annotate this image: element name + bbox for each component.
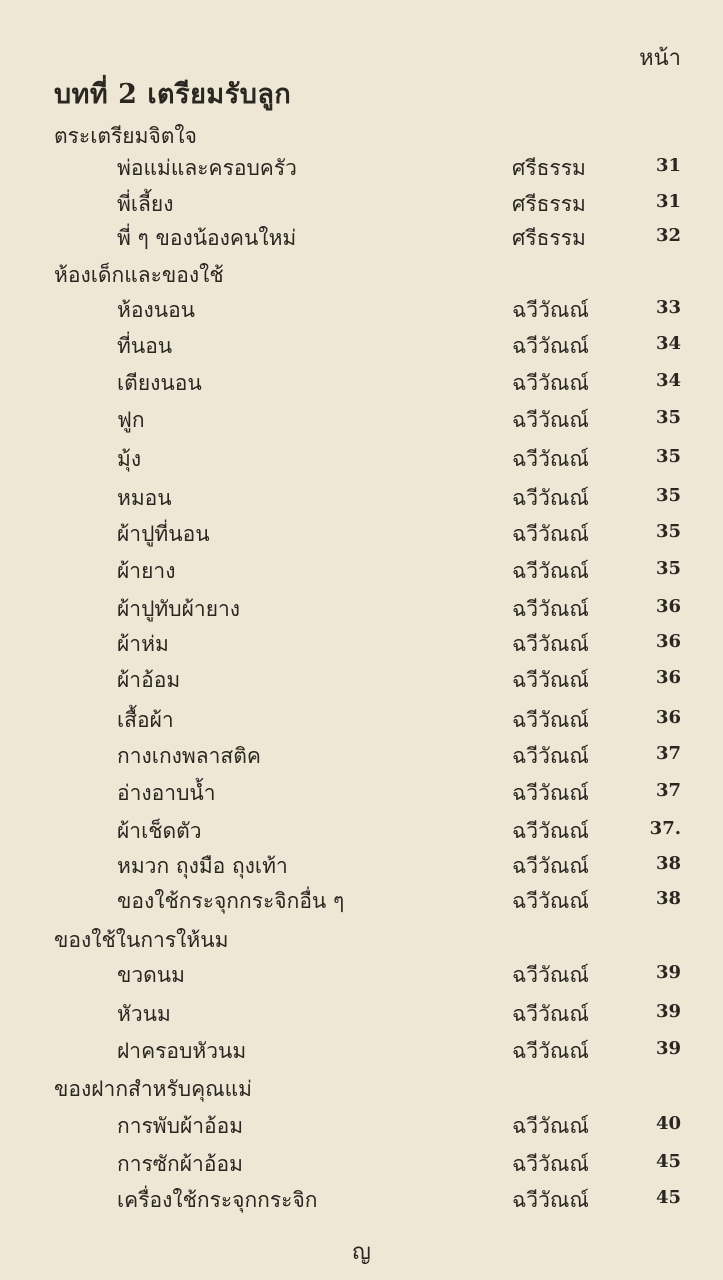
toc-entry	[0, 518, 723, 554]
entry-title: หัวนม	[117, 1002, 171, 1026]
toc-entry	[0, 1184, 723, 1220]
toc-entry	[0, 152, 723, 188]
entry-page: 36	[655, 707, 681, 728]
section-heading: ของฝากสำหรับคุณแม่	[54, 1077, 253, 1101]
toc-entry	[0, 555, 723, 591]
entry-title: ผ้าปูทับผ้ายาง	[117, 597, 241, 621]
entry-page: 37.	[649, 818, 681, 839]
footer-page-number: ญ	[352, 1240, 371, 1265]
toc-entry	[0, 404, 723, 440]
entry-page: 34	[655, 370, 681, 391]
toc-entry	[0, 593, 723, 629]
entry-author: ฉวีวัณณ์	[512, 559, 589, 583]
entry-author: ฉวีวัณณ์	[512, 408, 589, 432]
toc-entry	[0, 850, 723, 886]
entry-page: 40	[655, 1113, 681, 1134]
entry-author: ฉวีวัณณ์	[512, 298, 589, 322]
entry-title: ผ้าอ้อม	[117, 668, 181, 692]
entry-title: หมอน	[117, 486, 172, 510]
toc-entry	[0, 777, 723, 813]
entry-author: ฉวีวัณณ์	[512, 744, 589, 768]
entry-author: ฉวีวัณณ์	[512, 522, 589, 546]
entry-author: ฉวีวัณณ์	[512, 447, 589, 471]
entry-title: ผ้าเช็ดตัว	[117, 819, 202, 843]
toc-entry	[0, 959, 723, 995]
entry-page: 37	[655, 743, 681, 764]
toc-entry	[0, 1148, 723, 1184]
toc-entry	[0, 294, 723, 330]
entry-title: พ่อแม่และครอบครัว	[117, 156, 297, 180]
entry-author: ฉวีวัณณ์	[512, 1188, 589, 1212]
entry-page: 39	[655, 962, 681, 983]
entry-author: ฉวีวัณณ์	[512, 889, 589, 913]
toc-entry	[0, 740, 723, 776]
entry-page: 38	[655, 888, 681, 909]
entry-page: 36	[655, 667, 681, 688]
toc-entry	[0, 367, 723, 403]
entry-author: ฉวีวัณณ์	[512, 708, 589, 732]
entry-author: ฉวีวัณณ์	[512, 781, 589, 805]
entry-title: การพับผ้าอ้อม	[117, 1114, 244, 1138]
entry-author: ฉวีวัณณ์	[512, 854, 589, 878]
entry-title: เสื้อผ้า	[117, 708, 174, 732]
entry-page: 32	[655, 225, 681, 246]
entry-title: ของใช้กระจุกกระจิกอื่น ๆ	[117, 889, 345, 913]
toc-entry	[0, 443, 723, 479]
entry-page: 35	[655, 446, 681, 467]
entry-title: เครื่องใช้กระจุกกระจิก	[117, 1188, 318, 1212]
entry-title: พี่ ๆ ของน้องคนใหม่	[117, 226, 297, 250]
entry-title: มุ้ง	[117, 447, 142, 471]
toc-entry	[0, 885, 723, 921]
entry-page: 45	[655, 1187, 681, 1208]
entry-title: ขวดนม	[117, 963, 185, 987]
entry-title: ฟูก	[117, 408, 145, 432]
toc-entry	[0, 222, 723, 258]
entry-author: ฉวีวัณณ์	[512, 819, 589, 843]
entry-title: ที่นอน	[117, 334, 173, 358]
toc-entry	[0, 628, 723, 664]
entry-page: 34	[655, 333, 681, 354]
toc-entry	[0, 664, 723, 700]
entry-title: ผ้าห่ม	[117, 632, 169, 656]
entry-author: ฉวีวัณณ์	[512, 963, 589, 987]
entry-page: 33	[655, 297, 681, 318]
toc-entry	[0, 188, 723, 224]
entry-title: กางเกงพลาสติค	[117, 744, 261, 768]
entry-page: 35	[655, 521, 681, 542]
entry-author: ฉวีวัณณ์	[512, 486, 589, 510]
toc-entry	[0, 482, 723, 518]
entry-author: ฉวีวัณณ์	[512, 371, 589, 395]
entry-author: ฉวีวัณณ์	[512, 1152, 589, 1176]
entry-page: 31	[655, 155, 681, 176]
entry-author: ฉวีวัณณ์	[512, 334, 589, 358]
entry-page: 39	[655, 1001, 681, 1022]
entry-page: 37	[655, 780, 681, 801]
entry-page: 45	[655, 1151, 681, 1172]
entry-author: ฉวีวัณณ์	[512, 1114, 589, 1138]
toc-entry	[0, 1110, 723, 1146]
entry-title: อ่างอาบน้ำ	[117, 781, 216, 805]
section-heading: ตระเตรียมจิตใจ	[54, 124, 197, 148]
toc-entry	[0, 330, 723, 366]
entry-title: การซักผ้าอ้อม	[117, 1152, 243, 1176]
entry-page: 36	[655, 596, 681, 617]
entry-author: ศรีธรรม	[512, 192, 586, 216]
page-column-header: หน้า	[639, 46, 681, 71]
entry-author: ฉวีวัณณ์	[512, 632, 589, 656]
entry-title: เตียงนอน	[117, 371, 202, 395]
entry-page: 31	[655, 191, 681, 212]
entry-author: ฉวีวัณณ์	[512, 597, 589, 621]
toc-entry	[0, 998, 723, 1034]
chapter-title: บทที่ 2 เตรียมรับลูก	[54, 79, 292, 110]
entry-title: ห้องนอน	[117, 298, 196, 322]
entry-title: ผ้ายาง	[117, 559, 176, 583]
entry-title: พี่เลี้ยง	[117, 192, 174, 216]
entry-author: ฉวีวัณณ์	[512, 1039, 589, 1063]
entry-page: 39	[655, 1038, 681, 1059]
entry-title: ผ้าปูที่นอน	[117, 522, 210, 546]
toc-entry	[0, 704, 723, 740]
entry-author: ศรีธรรม	[512, 156, 586, 180]
entry-author: ฉวีวัณณ์	[512, 668, 589, 692]
toc-entry	[0, 815, 723, 851]
entry-title: ฝาครอบหัวนม	[117, 1039, 247, 1063]
entry-author: ศรีธรรม	[512, 226, 586, 250]
entry-page: 35	[655, 558, 681, 579]
entry-page: 35	[655, 407, 681, 428]
entry-page: 35	[655, 485, 681, 506]
entry-author: ฉวีวัณณ์	[512, 1002, 589, 1026]
entry-page: 38	[655, 853, 681, 874]
section-heading: ห้องเด็กและของใช้	[54, 263, 224, 287]
entry-page: 36	[655, 631, 681, 652]
section-heading: ของใช้ในการให้นม	[54, 928, 229, 952]
toc-entry	[0, 1035, 723, 1071]
entry-title: หมวก ถุงมือ ถุงเท้า	[117, 854, 288, 878]
